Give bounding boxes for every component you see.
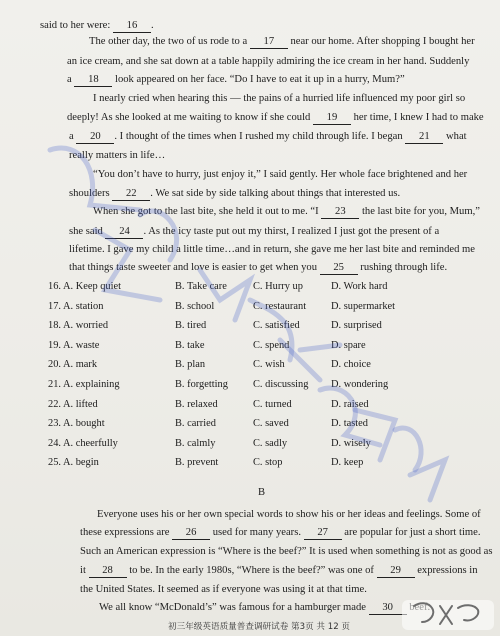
text-line-11: When she got to the last bite, she held it out to me. “I 23 the last bite for you, Mum,” [93,206,480,217]
option-23-b[interactable]: B. carried [175,418,216,430]
option-16-c[interactable]: C. Hurry up [253,281,303,292]
option-21-d[interactable]: D. wondering [331,379,389,390]
blank-24[interactable]: 24 [105,225,143,239]
option-19-a[interactable]: 19. A. waste [48,339,100,351]
option-25-b[interactable]: B. prevent [175,457,219,469]
b-line-4: it 28 to be. In the early 1980s, “Where is the beef?” was one of 29 expressions in [80,565,478,576]
option-20-d[interactable]: D. choice [331,359,371,371]
option-17-d[interactable]: D. supermarket [331,300,396,312]
blank-18[interactable]: 18 [74,73,112,87]
option-21-c[interactable]: C. discussing [253,379,309,390]
text-line-13: lifetime. I gave my child a little time…and in return, she gave me her last bite and reminded me [69,244,475,255]
blank-21[interactable]: 21 [405,130,443,144]
blank-20[interactable]: 20 [76,130,114,144]
option-18-a[interactable]: 18. A. worried [48,320,109,332]
text-line-10: shoulders 22 . We sat side by side talking about things that interested us. [69,188,401,199]
b-line-6: We all know “McDonald’s” was famous for a hamburger made 30 [99,601,430,615]
option-25-d[interactable]: D. keep [331,457,364,469]
option-20-a[interactable]: 20. A. mark [48,359,98,371]
b-line-5: the United States. It seemed as if everyone was using it at that time. [80,584,367,595]
b-line-3: Such an American expression is “Where is the beef?” It is used when something is not as good as [80,546,493,557]
option-22-c[interactable]: C. turned [253,398,292,410]
blank-28[interactable]: 28 [89,564,127,578]
text-line-14: that things taste sweeter and love is easier to get when you 25 rushing through life. [69,262,448,273]
blank-19[interactable]: 19 [313,111,351,125]
blank-17[interactable]: 17 [250,35,288,49]
blank-22[interactable]: 22 [112,187,150,201]
blank-30[interactable]: 30 [369,601,407,615]
option-21-b[interactable]: B. forgetting [175,379,228,390]
blank-26[interactable]: 26 [172,526,210,540]
option-18-c[interactable]: C. satisfied [253,320,300,332]
option-19-d[interactable]: D. spare [331,339,366,351]
option-17-a[interactable]: 17. A. station [48,300,104,312]
b-line-1: Everyone uses his or her own special words to show his or her ideas and feelings. Some of [97,509,481,520]
option-16-d[interactable]: D. Work hard [331,281,388,292]
text-line-8: really matters in life… [69,150,166,161]
text-line-7: a 20 . I thought of the times when I rushed my child through life. I began 21 what [69,131,467,142]
option-22-a[interactable]: 22. A. lifted [48,398,98,410]
option-20-c[interactable]: C. wish [253,359,285,371]
blank-23[interactable]: 23 [321,205,359,219]
text-line-4: a 18 look appeared on her face. “Do I have to eat it up in a hurry, Mum?” [67,74,405,85]
option-23-a[interactable]: 23. A. bought [48,418,105,430]
text-line-1: said to her were: 16 . [40,20,154,31]
option-17-b[interactable]: B. school [175,300,215,312]
text-line-12: she said 24 . As the icy taste put out my thirst, I realized I just got the present of a [69,226,440,237]
blank-25[interactable]: 25 [320,261,358,275]
option-17-c[interactable]: C. restaurant [253,300,307,312]
option-18-b[interactable]: B. tired [175,320,207,332]
text-line-5: I nearly cried when hearing this — the pains of a hurried life influenced my poor girl so [93,93,466,104]
blank-27[interactable]: 27 [304,526,342,540]
page-footer: 初三年级英语质量普查调研试卷 第3页 共 12 页 [168,622,351,632]
option-23-d[interactable]: D. tasted [331,418,368,430]
text-line-3: an ice cream, and she sat down at a table happily admiring the ice cream in her hand. Suddenly [67,56,470,67]
publisher-stamp-icon [400,596,496,634]
section-b-label: B [258,487,266,498]
option-21-a[interactable]: 21. A. explaining [48,379,120,390]
option-16-b[interactable]: B. Take care [175,281,227,292]
option-24-c[interactable]: C. sadly [253,437,288,449]
text-line-6: deeply! As she looked at me waiting to know if she could 19 her time, I knew I had to make [67,112,484,123]
blank-29[interactable]: 29 [377,564,415,578]
option-19-c[interactable]: C. spend [253,339,290,351]
blank-16[interactable]: 16 [113,19,151,33]
option-16-a[interactable]: 16. A. Keep quiet [48,281,122,292]
option-22-b[interactable]: B. relaxed [175,398,218,410]
option-24-b[interactable]: B. calmly [175,437,216,449]
option-22-d[interactable]: D. raised [331,398,369,410]
option-23-c[interactable]: C. saved [253,418,289,430]
b-line-2: these expressions are 26 used for many years. 27 are popular for just a short time. [80,527,481,538]
option-25-c[interactable]: C. stop [253,457,283,469]
text-line-2: The other day, the two of us rode to a 17 near our home. After shopping I bought her [89,36,475,47]
option-24-d[interactable]: D. wisely [331,437,371,449]
option-24-a[interactable]: 24. A. cheerfully [48,437,118,449]
option-25-a[interactable]: 25. A. begin [48,457,99,469]
option-19-b[interactable]: B. take [175,339,205,351]
text-line-9: “You don’t have to hurry, just enjoy it,” I said gently. Her whole face brightened and her [93,169,468,180]
option-20-b[interactable]: B. plan [175,359,206,371]
option-18-d[interactable]: D. surprised [331,320,382,332]
